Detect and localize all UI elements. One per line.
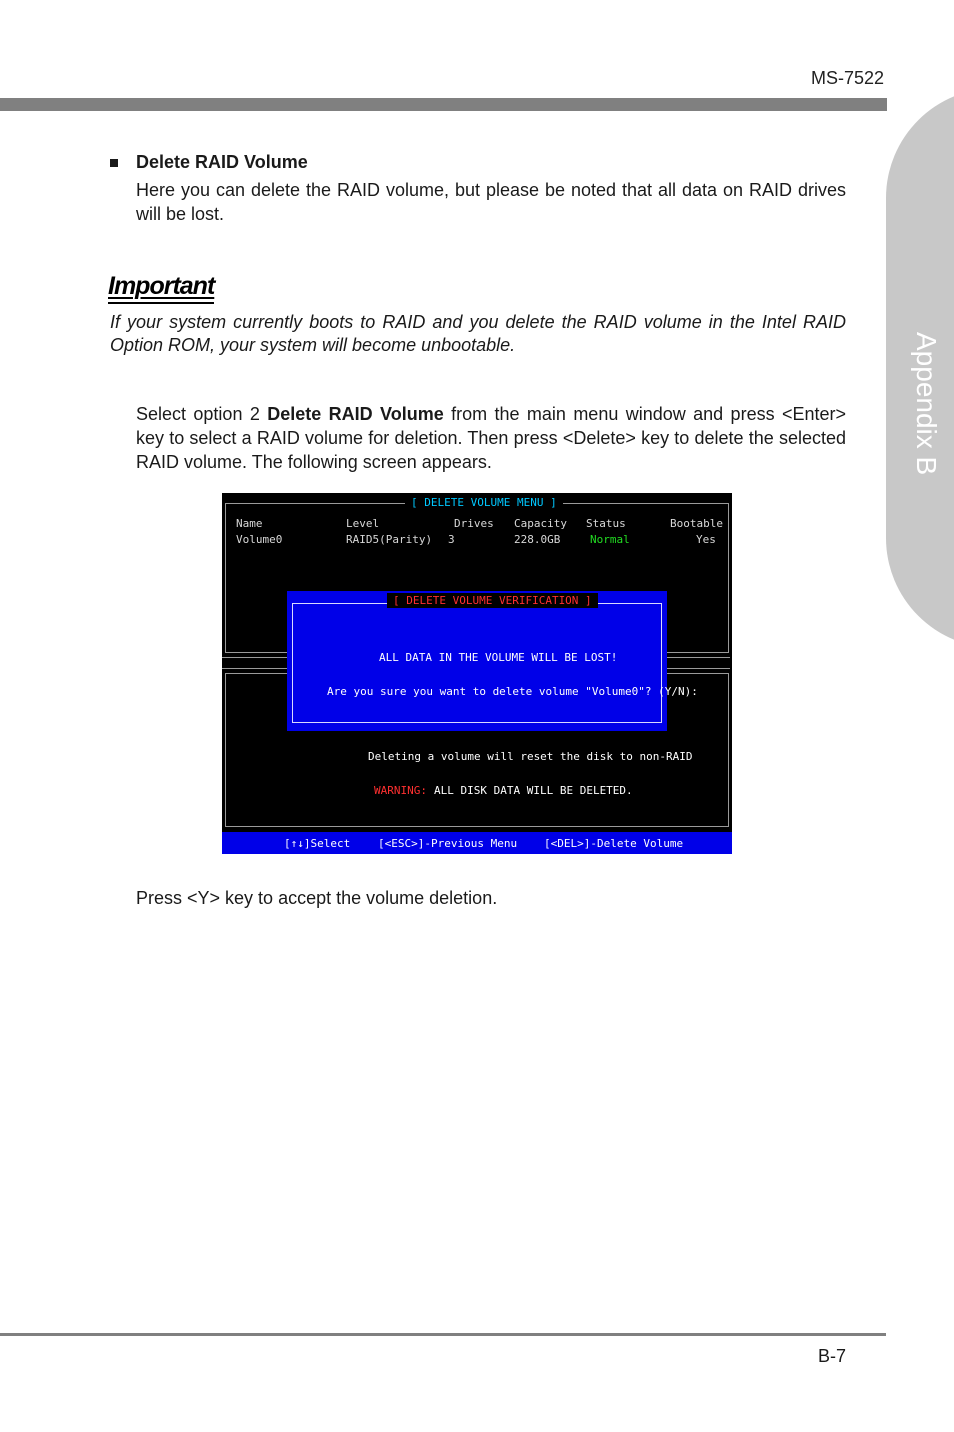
row-name[interactable]: Volume0 xyxy=(236,533,283,546)
appendix-label: Appendix B xyxy=(911,332,942,476)
model-number: MS-7522 xyxy=(810,68,884,88)
section-heading: Delete RAID Volume xyxy=(136,152,308,172)
dialog-confirm-prompt[interactable]: Are you sure you want to delete volume "Volume0"? (Y/N): xyxy=(327,685,698,698)
verification-dialog xyxy=(287,591,698,731)
instructions-suffix: from the main menu window and press <Enter> key to select a RAID volume for deletion. Then press <Delete> key to delete the selected RAID volume. The following screen appears. xyxy=(136,404,847,472)
col-capacity: Capacity xyxy=(514,517,567,530)
menu-title: [ DELETE VOLUME MENU ] xyxy=(405,496,563,509)
important-label: Important xyxy=(108,272,214,304)
help-select: [↑↓]Select xyxy=(284,837,351,850)
bullet-square-icon xyxy=(110,159,118,167)
footer-bar xyxy=(0,1333,886,1336)
section-description: Here you can delete the RAID volume, but please be noted that all data on RAID drives will be lost. xyxy=(136,180,846,224)
help-esc: [<ESC>]-Previous Menu xyxy=(378,837,518,850)
col-status: Status xyxy=(586,517,626,530)
page-number: B-7 xyxy=(817,1346,846,1366)
row-status: Normal xyxy=(590,533,630,546)
key-help-bar xyxy=(222,832,732,854)
row-capacity: 228.0GB xyxy=(514,533,561,546)
warning-text: ALL DISK DATA WILL BE DELETED. xyxy=(434,784,633,797)
warning-label: WARNING: xyxy=(374,784,427,797)
row-drives: 3 xyxy=(448,533,455,546)
instructions-paragraph xyxy=(136,402,846,474)
help-del: [<DEL>]-Delete Volume xyxy=(544,837,684,850)
col-drives: Drives xyxy=(454,517,494,530)
important-note: If your system currently boots to RAID and you delete the RAID volume in the Intel RAID Option ROM, your system will become unbootable. xyxy=(110,312,846,355)
instructions-prefix: Select option 2 xyxy=(136,404,268,424)
closing-instruction: Press <Y> key to accept the volume deletion. xyxy=(136,888,498,908)
raid-bios-screenshot xyxy=(222,493,732,854)
col-bootable: Bootable xyxy=(670,517,723,530)
dialog-title: [ DELETE VOLUME VERIFICATION ] xyxy=(387,593,598,608)
col-name: Name xyxy=(236,517,263,530)
header-bar xyxy=(0,98,887,111)
info-reset-text: Deleting a volume will reset the disk to non-RAID xyxy=(368,750,693,763)
section-heading-line xyxy=(110,152,308,173)
col-level: Level xyxy=(346,517,380,530)
instructions-option: Delete RAID Volume xyxy=(267,404,444,424)
row-level: RAID5(Parity) xyxy=(346,533,433,546)
dialog-data-lost-text: ALL DATA IN THE VOLUME WILL BE LOST! xyxy=(379,651,618,664)
row-bootable: Yes xyxy=(696,533,716,546)
